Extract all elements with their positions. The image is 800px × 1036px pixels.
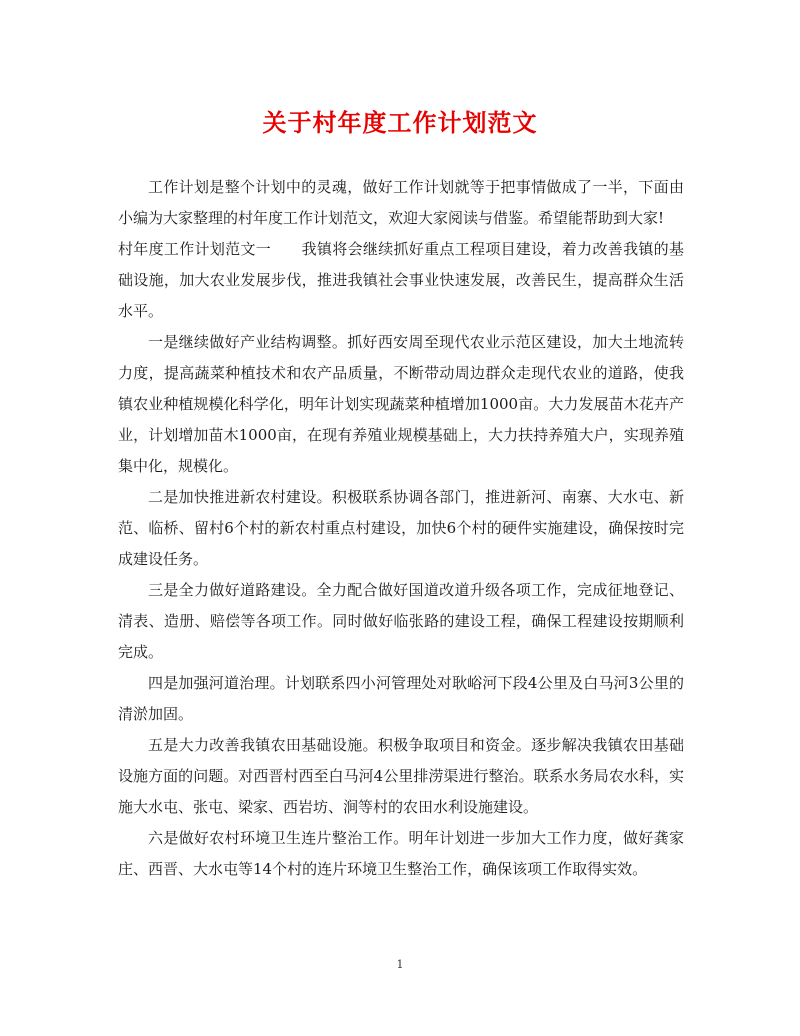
paragraph-plan-one: 村年度工作计划范文一 我镇将会继续抓好重点工程项目建设，着力改善我镇的基础设施，加大农业发展步伐，推进我镇社会事业快速发展，改善民生，提高群众生活水平。 [118, 240, 684, 320]
paragraph-item-four: 四是加强河道治理。计划联系四小河管理处对耿峪河下段4公里及白马河3公里的清淤加固。 [118, 674, 684, 723]
document-body [118, 172, 684, 885]
page-number: 1 [396, 958, 404, 971]
paragraph-item-six: 六是做好农村环境卫生连片整治工作。明年计划进一步加大工作力度，做好龚家庄、西晋、大水屯等14个村的连片环境卫生整治工作，确保该项工作取得实效。 [118, 829, 684, 878]
paragraph-intro: 工作计划是整个计划中的灵魂，做好工作计划就等于把事情做成了一半，下面由小编为大家整理的村年度工作计划范文，欢迎大家阅读与借鉴。希望能帮助到大家! [118, 178, 684, 227]
paragraph-item-two: 二是加快推进新农村建设。积极联系协调各部门，推进新河、南寨、大水屯、新范、临桥、留村6个村的新农村重点村建设，加快6个村的硬件实施建设，确保按时完成建设任务。 [118, 488, 684, 568]
paragraph-item-five: 五是大力改善我镇农田基础设施。积极争取项目和资金。逐步解决我镇农田基础设施方面的问题。对西晋村西至白马河4公里排涝渠进行整治。联系水务局农水科，实施大水屯、张屯、梁家、西岩坊、涧等村的农田水利设施建设。 [118, 736, 684, 816]
paragraph-item-one: 一是继续做好产业结构调整。抓好西安周至现代农业示范区建设，加大土地流转力度，提高蔬菜种植技术和农产品质量，不断带动周边群众走现代农业的道路，使我镇农业种植规模化科学化，明年计划实现蔬菜种植增加1000亩。大力发展苗木花卉产业，计划增加苗木1000亩，在现有养殖业规模基础上，大力扶持养殖大户，实现养殖集中化，规模化。 [118, 333, 684, 475]
document-title: 关于村年度工作计划范文 [262, 108, 538, 137]
paragraph-item-three: 三是全力做好道路建设。全力配合做好国道改道升级各项工作，完成征地登记、清表、造册、赔偿等各项工作。同时做好临张路的建设工程，确保工程建设按期顺利完成。 [118, 581, 684, 661]
